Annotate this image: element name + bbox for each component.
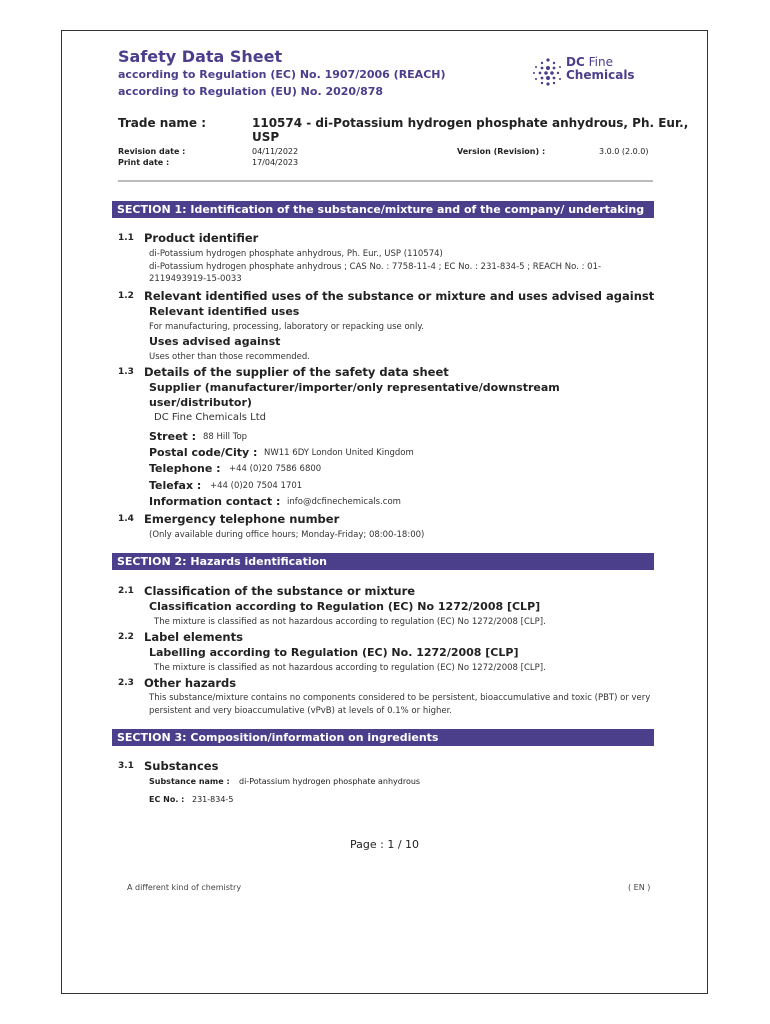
logo-text-line1: DC Fine	[566, 55, 613, 69]
s21-text: The mixture is classified as not hazardous according to regulation (EC) No 1272/2008 [CLP].	[154, 617, 546, 627]
s23-text-1: This substance/mixture contains no components considered to be persistent, bioaccumulative and toxic (PBT) or very	[149, 693, 651, 703]
s12-title: Relevant identified uses of the substance or mixture and uses advised against	[144, 289, 655, 303]
telephone-label: Telephone :	[149, 462, 221, 475]
street-value: 88 Hill Top	[203, 432, 248, 442]
version-label: Version (Revision) :	[457, 147, 546, 156]
postal-label: Postal code/City :	[149, 446, 258, 459]
trade-name-value-2: USP	[252, 130, 280, 144]
regulation-line-1: according to Regulation (EC) No. 1907/2006 (REACH)	[118, 68, 446, 81]
footer-language: ( EN )	[628, 883, 651, 892]
s11-number: 1.1	[118, 233, 134, 243]
page-number: Page : 1 / 10	[350, 838, 420, 851]
s12-identified-uses-text: For manufacturing, processing, laboratory or repacking use only.	[149, 322, 424, 332]
s13-number: 1.3	[118, 367, 134, 377]
trade-name-label: Trade name :	[118, 116, 207, 130]
revision-date-value: 04/11/2022	[252, 147, 299, 156]
company-logo	[532, 55, 642, 89]
s31-number: 3.1	[118, 761, 134, 771]
s23-title: Other hazards	[144, 676, 237, 690]
s23-number: 2.3	[118, 678, 134, 688]
s11-line-1: di-Potassium hydrogen phosphate anhydrous, Ph. Eur., USP (110574)	[149, 249, 443, 259]
logo-text-line2: Chemicals	[566, 68, 635, 82]
s22-number: 2.2	[118, 632, 134, 642]
regulation-line-2: according to Regulation (EU) No. 2020/878	[118, 85, 384, 98]
telefax-value: +44 (0)20 7504 1701	[210, 481, 303, 491]
print-date-value: 17/04/2023	[252, 158, 299, 167]
s21-number: 2.1	[118, 586, 134, 596]
s11-title: Product identifier	[144, 231, 259, 245]
telephone-value: +44 (0)20 7586 6800	[229, 464, 322, 474]
info-contact-email[interactable]: info@dcfinechemicals.com	[287, 497, 401, 507]
footer-tagline: A different kind of chemistry	[127, 883, 242, 892]
section-1-heading: SECTION 1: Identification of the substance/mixture and of the company/ undertaking	[112, 201, 654, 218]
ec-number-value: 231-834-5	[192, 795, 234, 804]
section-3-heading: SECTION 3: Composition/information on ingredients	[112, 729, 654, 746]
telefax-label: Telefax :	[149, 479, 202, 492]
s22-title: Label elements	[144, 630, 243, 644]
version-value: 3.0.0 (2.0.0)	[599, 147, 649, 156]
logo-dots-icon	[532, 57, 564, 87]
s12-number: 1.2	[118, 291, 134, 301]
trade-name-value-1: 110574 - di-Potassium hydrogen phosphate anhydrous, Ph. Eur.,	[252, 116, 689, 130]
s14-number: 1.4	[118, 514, 134, 524]
s21-subheading: Classification according to Regulation (EC) No 1272/2008 [CLP]	[149, 600, 541, 613]
info-contact-label: Information contact :	[149, 495, 281, 508]
s31-title: Substances	[144, 759, 219, 773]
supplier-company: DC Fine Chemicals Ltd	[154, 412, 266, 423]
s14-title: Emergency telephone number	[144, 512, 340, 526]
s23-text-2: persistent and very bioaccumulative (vPvB) at levels of 0.1% or higher.	[149, 706, 452, 716]
document-title: Safety Data Sheet	[118, 47, 283, 66]
s11-line-3: 2119493919-15-0033	[149, 274, 242, 284]
s22-subheading: Labelling according to Regulation (EC) No. 1272/2008 [CLP]	[149, 646, 519, 659]
s11-line-2: di-Potassium hydrogen phosphate anhydrous ; CAS No. : 7758-11-4 ; EC No. : 231-834-5 ; REACH No. : 01-	[149, 262, 602, 272]
section-2-heading: SECTION 2: Hazards identification	[112, 553, 654, 570]
s12-sub-uses-advised-against: Uses advised against	[149, 335, 281, 348]
s13-supplier-heading: Supplier (manufacturer/importer/only representative/downstream	[149, 381, 560, 394]
s12-sub-identified-uses: Relevant identified uses	[149, 305, 300, 318]
revision-date-label: Revision date :	[118, 147, 186, 156]
ec-number-label: EC No. :	[149, 795, 185, 804]
s22-text: The mixture is classified as not hazardous according to regulation (EC) No 1272/2008 [CLP].	[154, 663, 546, 673]
print-date-label: Print date :	[118, 158, 170, 167]
s14-text: (Only available during office hours; Monday-Friday; 08:00-18:00)	[149, 530, 425, 540]
s13-title: Details of the supplier of the safety data sheet	[144, 365, 449, 379]
header-divider	[118, 180, 653, 182]
s12-uses-advised-text: Uses other than those recommended.	[149, 352, 310, 362]
postal-value: NW11 6DY London United Kingdom	[264, 448, 414, 458]
s13-supplier-heading-cont: user/distributor)	[149, 396, 252, 409]
substance-name-value: di-Potassium hydrogen phosphate anhydrous	[239, 777, 421, 786]
street-label: Street :	[149, 430, 197, 443]
substance-name-label: Substance name :	[149, 777, 230, 786]
s21-title: Classification of the substance or mixture	[144, 584, 416, 598]
